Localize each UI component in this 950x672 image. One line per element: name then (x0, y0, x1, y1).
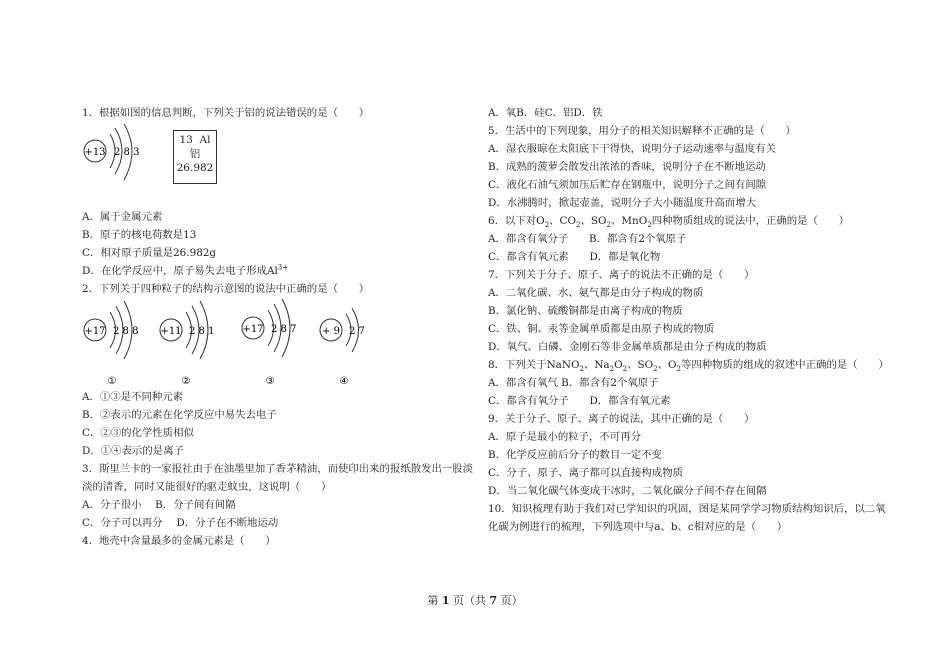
element-name: 铝 (189, 148, 201, 160)
q9-option-c: C．分子、原子、离子都可以直接构成物质 (488, 467, 683, 479)
q2-option-d: D．①④表示的是离子 (82, 445, 184, 457)
q6-sub-1: 2 (544, 221, 550, 230)
q1-option-b: B．原子的核电荷数是13 (82, 229, 197, 241)
q8-sub: 2 (676, 365, 681, 374)
q2-stem: 2．下列关于四种粒子的结构示意图的说法中正确的是（ ） (82, 283, 370, 295)
q10-stem-line2: 化碳为例进行的梳理，下列选项中与a、b、c相对应的是（ ） (488, 521, 788, 533)
q8-options-row2: C．都含有氧分子 D．都含有氧元素 (488, 395, 671, 407)
q3-options-row1: A．分子很小 B．分子间有间隔 (82, 499, 236, 511)
particle-1-label: ① (107, 376, 117, 387)
q5-option-d: D．水沸腾时，掀起壶盖，说明分子大小随温度升高而增大 (488, 197, 757, 209)
q2-option-b: B．②表示的元素在化学反应中易失去电子 (82, 409, 277, 421)
right-column (488, 104, 888, 536)
q8-sub: 2 (622, 365, 628, 374)
q9-stem: 9．关于分子、原子、离子的说法，其中正确的是（ ） (488, 413, 755, 425)
q9-option-d: D．当二氧化碳气体变成干冰时，二氧化碳分子间不存在间隔 (488, 485, 767, 497)
q8-stem-part: O (614, 359, 623, 371)
particle-2 (160, 301, 214, 387)
q1-option-d-text: D．在化学反应中，原子易失去电子形成Al (82, 265, 278, 277)
particle-diagrams (82, 298, 382, 388)
q6-sub-2: 2 (576, 221, 581, 230)
particle-3-shells: 2 8 7 (271, 324, 297, 335)
element-card (173, 130, 217, 184)
q3-stem-line2: 淡的清香，同时又能很好的驱走蚊虫，这说明（ ） (82, 481, 332, 493)
q4-stem: 4．地壳中含量最多的金属元素是（ ） (82, 535, 276, 547)
q8-stem (488, 356, 888, 374)
q5-option-a: A．湿衣服晾在太阳底下干得快，说明分子运动速率与温度有关 (488, 143, 777, 155)
particle-4-shells: 2 7 (349, 326, 365, 337)
q8-stem-part: 等四种物质的组成的叙述中正确的是（ ） (680, 359, 889, 371)
particle-4 (320, 308, 365, 387)
particle-3-nucleus: +17 (242, 324, 264, 335)
q9-option-b: B．化学反应前后分子的数目一定不变 (488, 449, 662, 461)
footer-middle: 页（共 (449, 594, 490, 607)
q1-figure (82, 122, 472, 208)
q1-option-c: C．相对原子质量是26.982g (82, 247, 217, 259)
atom-nucleus-label: +13 (84, 147, 106, 158)
q8-stem-part: 8．下列关于NaNO (488, 359, 580, 371)
q2-option-a: A．①③是不同种元素 (82, 391, 184, 403)
q8-sub: 2 (653, 365, 658, 374)
particle-3 (242, 299, 296, 387)
page-total: 7 (489, 594, 498, 607)
q1-option-a: A．属于金属元素 (82, 211, 163, 223)
q7-option-c: C．铁、铜、汞等金属单质都是由原子构成的物质 (488, 323, 715, 335)
particle-1 (84, 301, 138, 387)
q7-option-b: B．氯化钠、硫酸铜都是由离子构成的物质 (488, 305, 683, 317)
q6-sub-3: 2 (606, 221, 611, 230)
page-footer (0, 592, 950, 608)
particle-2-shells: 2 8 1 (189, 326, 215, 337)
q6-sub-4: 2 (647, 221, 652, 230)
element-mass: 26.982 (176, 162, 214, 174)
q6-stem-part: 、CO (549, 215, 577, 227)
q8-stem-part: 、SO (627, 359, 654, 371)
q3-options-row2: C．分子可以再分 D．分子在不断地运动 (82, 517, 279, 529)
q2-figure (82, 298, 472, 388)
q7-option-a: A．二氧化碳、水、氨气都是由分子构成的物质 (488, 287, 704, 299)
q6-stem-part: 四种物质组成的说法中，正确的是（ ） (651, 215, 850, 227)
particle-4-label: ④ (339, 376, 349, 387)
atom-shell-electrons: 2 8 3 (114, 147, 140, 158)
q5-option-b: B．成熟的菠萝会散发出浓浓的香味，说明分子在不断地运动 (488, 161, 766, 173)
left-column (82, 104, 472, 550)
q7-option-d: D．氧气、白磷、金刚石等非金属单质都是由分子构成的物质 (488, 341, 767, 353)
q7-stem: 7．下列关于分子、原子、离子的说法不正确的是（ ） (488, 269, 755, 281)
q6-options-row1: A．都含有氧分子 B．都含有2个氧原子 (488, 233, 687, 245)
q6-stem (488, 212, 888, 230)
footer-suffix: 页） (497, 594, 523, 607)
page-number: 1 (441, 594, 450, 607)
q6-stem-part: 、SO (580, 215, 607, 227)
particle-2-nucleus: +11 (160, 326, 182, 337)
q1-stem: 1．根据如图的信息判断，下列关于铝的说法错误的是（ ） (82, 107, 370, 119)
particle-1-shells: 2 8 8 (113, 326, 139, 337)
q1-option-d (82, 262, 472, 280)
particle-1-nucleus: +17 (84, 326, 106, 337)
q6-stem-part: 、MnO (611, 215, 648, 227)
q8-stem-part: 、O (657, 359, 677, 371)
q8-sub: 2 (609, 365, 615, 374)
particle-4-nucleus: + 9 (322, 326, 340, 337)
aluminum-atom-diagram (82, 122, 242, 208)
q8-sub: 2 (579, 365, 584, 374)
q8-stem-part: 、Na (583, 359, 610, 371)
q3-stem-line1: 3．斯里兰卡的一家报社由于在油墨里加了香茅精油，而使印出来的报纸散发出一股淡 (82, 463, 474, 475)
q6-options-row2: C．都含有氧元素 D．都是氧化物 (488, 251, 661, 263)
q10-stem-line1: 10．知识梳理有助于我们对已学知识的巩固，图是某同学学习物质结构知识后，以二氧 (488, 503, 886, 515)
q9-option-a: A．原子是最小的粒子，不可再分 (488, 431, 641, 443)
q1-option-d-charge: 3+ (277, 263, 289, 272)
q8-options-row1: A．都含有氧气 B．都含有2个氧原子 (488, 377, 659, 389)
q6-stem-part: 6．以下对O (488, 215, 545, 227)
element-number-symbol: 13 Al (179, 134, 211, 146)
particle-2-label: ② (181, 376, 191, 387)
q4-options: A．氧B．硅C．铝D．铁 (488, 107, 603, 119)
q2-option-c: C．②③的化学性质相似 (82, 427, 194, 439)
footer-prefix: 第 (427, 594, 442, 607)
q5-stem: 5．生活中的下列现象，用分子的相关知识解释不正确的是（ ） (488, 125, 796, 137)
q5-option-c: C．液化石油气须加压后贮存在钢瓶中，说明分子之间有间隙 (488, 179, 767, 191)
particle-3-label: ③ (265, 376, 275, 387)
